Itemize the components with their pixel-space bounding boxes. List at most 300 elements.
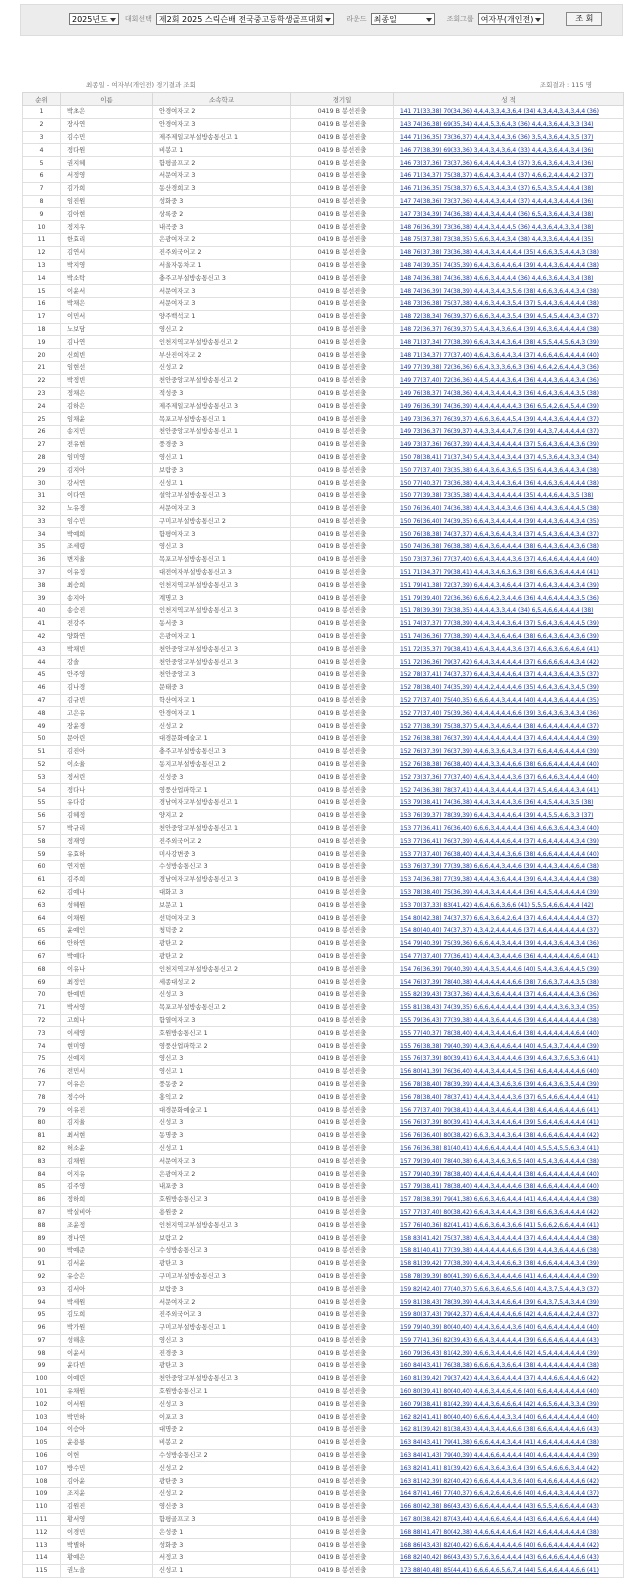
score-detail-link[interactable]: 146 71(34,37) 75(38,37) 4,6,4,4,3,4,4,4 (37) 4,6,6,2,4,4,4,4,2 (37): [400, 172, 594, 180]
score-detail-link[interactable]: 152 76(38,38) 76(38,40) 4,4,4,3,3,4,4,6,6 (38) 6,6,6,4,4,4,4,4,4 (40): [400, 761, 599, 769]
score-detail-link[interactable]: 148 76(36,39) 73(36,38) 4,4,4,3,4,4,4,5 (36) 4,4,3,6,4,4,3,3,4 (38): [400, 223, 594, 231]
school-cell: 구미고부설방송통신고 2: [153, 515, 291, 528]
rank-cell: 74: [23, 1040, 61, 1053]
rank-cell: 14: [23, 272, 61, 285]
rank-cell: 26: [23, 425, 61, 438]
score-cell: [394, 157, 624, 170]
score-detail-link[interactable]: 154 80(40,40) 74(37,37) 4,3,4,2,4,4,4,4,6 (37) 4,6,4,4,4,4,4,4,4 (37): [400, 927, 599, 935]
score-detail-link[interactable]: 159 82(42,40) 77(40,37) 5,6,6,3,6,4,6,5,6 (40) 4,4,3,7,5,4,4,4,3 (37): [400, 1285, 599, 1293]
player-name-cell: 김나경: [61, 681, 153, 694]
score-detail-link[interactable]: 148 72(38,34) 76(39,37) 6,6,6,3,4,4,3,5,4 (39) 4,5,4,5,4,4,4,3,4 (37): [400, 313, 599, 321]
score-detail-link[interactable]: 156 76(36,40) 80(38,42) 6,6,3,3,4,4,3,6,4 (38) 4,6,6,4,6,4,4,4,4 (42): [400, 1132, 599, 1140]
player-name-cell: 권지혜: [61, 157, 153, 170]
school-cell: 동서중 3: [153, 617, 291, 630]
score-detail-link[interactable]: 153 77(37,40) 76(38,40) 4,4,4,3,4,4,3,6,6 (38) 4,6,6,4,4,4,4,4,4 (40): [400, 850, 599, 858]
player-name-cell: 황예은: [61, 1552, 153, 1565]
school-cell: 서울자동차고 1: [153, 259, 291, 272]
player-name-cell: 박세원: [61, 1296, 153, 1309]
player-name-cell: 이승아: [61, 1424, 153, 1437]
score-detail-link[interactable]: 148 72(36,37) 76(39,37) 5,4,4,3,4,3,6,6,4 (39) 4,6,3,6,4,4,4,4,4 (38): [400, 325, 599, 333]
score-cell: [394, 297, 624, 310]
player-name-cell: 박정빈: [61, 374, 153, 387]
player-name-cell: 임채윤: [61, 413, 153, 426]
match-date-cell: 0419 B 봉선진출: [291, 720, 394, 733]
match-date-cell: 0419 B 봉선진출: [291, 630, 394, 643]
score-detail-link[interactable]: 167 80(38,42) 87(43,44) 4,4,4,6,6,4,6,4,4 (43) 6,6,4,4,6,6,4,4,4 (44): [400, 1516, 599, 1524]
school-cell: 신성고 2: [153, 1488, 291, 1501]
school-cell: 비봉고 2: [153, 1436, 291, 1449]
score-detail-link[interactable]: 153 77(36,41) 76(37,39) 4,6,4,4,4,4,6,4,4 (37) 4,6,4,4,4,4,4,3,4 (39): [400, 837, 599, 845]
score-detail-link[interactable]: 154 76(36,39) 79(40,39) 4,4,4,3,5,4,4,4,6 (40) 5,4,4,3,6,4,4,4,5 (39): [400, 965, 599, 973]
table-row: [23, 925, 624, 938]
score-detail-link[interactable]: 147 74(38,36) 73(37,36) 4,4,4,4,3,4,4,4 (37) 4,4,4,4,3,4,4,4,4 (36): [400, 197, 594, 205]
school-cell: 학산여자고 1: [153, 694, 291, 707]
match-date-cell: 0419 B 봉선진출: [291, 1475, 394, 1488]
player-name-cell: 박서영: [61, 1001, 153, 1014]
table-row: [23, 758, 624, 771]
score-cell: [394, 1539, 624, 1552]
table-row: [23, 771, 624, 784]
school-cell: 진주외국어고 2: [153, 246, 291, 259]
score-cell: [394, 758, 624, 771]
score-detail-link[interactable]: 152 77(37,40) 75(40,35) 6,6,6,4,4,3,4,4,4 (40) 4,4,4,3,6,4,4,4,4 (35): [400, 697, 599, 705]
score-detail-link[interactable]: 146 77(38,39) 69(33,36) 3,4,4,3,4,3,6,4 (33) 4,4,4,3,6,4,4,3,4 (36): [400, 146, 594, 154]
score-cell: [394, 438, 624, 451]
school-cell: 함열여자고 3: [153, 1014, 291, 1027]
score-detail-link[interactable]: 153 76(37,39) 77(39,38) 6,6,6,4,4,3,4,4,6 (39) 4,4,4,3,4,4,4,6,4 (38): [400, 863, 599, 871]
table-row: [23, 477, 624, 490]
table-row: [23, 1398, 624, 1411]
score-detail-link[interactable]: 148 75(37,38) 73(38,35) 5,6,6,3,4,4,3,4 (38) 4,4,3,3,6,4,4,4,4 (35): [400, 236, 594, 244]
rank-cell: 89: [23, 1232, 61, 1245]
score-cell: [394, 259, 624, 272]
score-detail-link[interactable]: 150 76(36,40) 74(36,38) 4,4,4,3,4,4,3,4,6 (36) 4,4,4,3,6,4,4,4,5 (38): [400, 505, 599, 513]
match-date-cell: 0419 B 봉선진출: [291, 937, 394, 950]
score-cell: [394, 1552, 624, 1565]
group-select[interactable]: 여자부(개인전): [478, 13, 545, 25]
score-detail-link[interactable]: 156 80(41,39) 76(36,40) 4,4,4,3,4,4,4,4,5 (36) 4,6,4,4,4,4,4,4,6 (40): [400, 1068, 599, 1076]
school-cell: 영신고 3: [153, 541, 291, 554]
score-detail-link[interactable]: 152 78(38,40) 74(35,39) 4,4,4,2,4,4,4,4,6 (35) 4,6,4,3,6,4,3,4,5 (39): [400, 684, 599, 692]
score-detail-link[interactable]: 163 84(43,41) 79(41,38) 6,6,6,4,4,4,3,4,4 (41) 4,6,4,4,4,4,4,4,4 (38): [400, 1439, 599, 1447]
school-cell: 천안중앙고부설방송통신고 3: [153, 656, 291, 669]
score-detail-link[interactable]: 148 71(34,37) 77(37,40) 4,6,4,3,6,4,4,3,4 (37) 4,6,6,4,6,4,4,4,4 (40): [400, 351, 599, 359]
score-detail-link[interactable]: 148 74(36,39) 74(38,39) 4,4,4,3,4,4,3,5,6 (38) 4,6,6,3,6,4,4,3,4 (38): [400, 287, 599, 295]
score-cell: [394, 361, 624, 374]
score-detail-link[interactable]: 158 81(39,42) 77(38,39) 4,4,4,3,4,4,6,6,3 (38) 4,6,6,4,4,4,4,3,4 (39): [400, 1260, 599, 1268]
score-detail-link[interactable]: 148 71(37,34) 77(38,39) 6,6,4,3,4,4,3,6,4 (38) 4,5,5,4,4,5,6,4,3 (39): [400, 338, 599, 346]
score-detail-link[interactable]: 156 77(37,40) 79(38,41) 4,4,4,3,4,4,6,4,4 (38) 4,6,4,4,6,4,4,4,6 (41): [400, 1106, 599, 1114]
score-detail-link[interactable]: 160 79(38,41) 81(42,39) 4,4,4,3,6,4,6,6,4 (42) 4,6,5,6,4,4,3,3,4 (39): [400, 1400, 599, 1408]
match-date-cell: 0419 B 봉선진출: [291, 131, 394, 144]
table-row: [23, 669, 624, 682]
score-cell: [394, 1065, 624, 1078]
score-detail-link[interactable]: 150 77(40,37) 73(36,38) 4,4,4,3,4,4,3,6,4 (36) 4,4,6,3,6,4,4,4,4 (38): [400, 479, 599, 487]
score-cell: [394, 413, 624, 426]
score-detail-link[interactable]: 156 78(38,40) 78(37,41) 4,4,4,3,4,4,4,3,6 (37) 6,5,4,6,6,4,4,4,4 (41): [400, 1093, 599, 1101]
table-row: [23, 1513, 624, 1526]
player-name-cell: 송지민: [61, 425, 153, 438]
score-detail-link[interactable]: 160 79(36,43) 81(42,39) 4,6,6,3,4,4,4,4,6 (42) 4,5,4,4,4,4,4,4,4 (39): [400, 1349, 599, 1357]
rank-cell: 13: [23, 259, 61, 272]
rank-cell: 110: [23, 1500, 61, 1513]
rank-cell: 71: [23, 1001, 61, 1014]
match-date-cell: 0419 B 봉선진출: [291, 873, 394, 886]
match-date-cell: 0419 B 봉선진출: [291, 323, 394, 336]
school-cell: 목포고부설방송통신고 2: [153, 1001, 291, 1014]
match-date-cell: 0419 B 봉선진출: [291, 771, 394, 784]
score-detail-link[interactable]: 157 79(38,41) 78(38,40) 4,4,4,3,4,4,4,4,6 (38) 4,6,6,4,4,4,4,4,4 (40): [400, 1183, 599, 1191]
score-detail-link[interactable]: 163 82(41,41) 81(39,42) 6,6,4,3,6,4,3,6,4 (39) 6,5,4,6,6,6,3,4,4 (42): [400, 1464, 599, 1472]
player-name-cell: 이윤서: [61, 1347, 153, 1360]
tournament-label: 대회선택: [124, 15, 152, 23]
score-detail-link[interactable]: 152 77(38,39) 75(38,37) 5,4,4,3,4,4,6,4,4 (38) 4,6,4,4,4,4,4,4,4 (37): [400, 722, 599, 730]
score-detail-link[interactable]: 157 79(39,40) 78(40,38) 6,4,4,3,4,6,3,6,5 (40) 4,5,4,3,6,4,4,4,4 (38): [400, 1157, 599, 1165]
match-date-cell: 0419 B 봉선진출: [291, 1424, 394, 1437]
score-detail-link[interactable]: 152 76(37,39) 76(37,39) 4,4,6,3,3,6,4,3,4 (37) 6,6,4,4,6,4,4,4,4 (39): [400, 748, 599, 756]
score-cell: [394, 425, 624, 438]
rank-cell: 53: [23, 771, 61, 784]
score-detail-link[interactable]: 158 78(39,39) 80(41,39) 6,6,6,3,4,4,4,4,6 (41) 4,6,4,4,4,4,4,4,4 (39): [400, 1272, 599, 1280]
school-cell: 목포고부설방송통신고 1: [153, 413, 291, 426]
score-cell: [394, 579, 624, 592]
score-detail-link[interactable]: 152 73(37,36) 77(37,40) 4,6,4,3,4,4,4,3,6 (37) 6,6,4,6,3,4,4,4,4 (40): [400, 773, 599, 781]
school-cell: 서문여자고 3: [153, 297, 291, 310]
rank-cell: 87: [23, 1206, 61, 1219]
player-name-cell: 경나연: [61, 1232, 153, 1245]
table-row: [23, 1206, 624, 1219]
score-detail-link[interactable]: 146 73(37,36) 73(37,36) 6,4,4,4,4,4,3,4 (37) 3,6,4,3,6,4,4,3,4 (36): [400, 159, 594, 167]
rank-cell: 8: [23, 195, 61, 208]
rank-cell: 47: [23, 694, 61, 707]
score-detail-link[interactable]: 150 77(37,40) 73(35,38) 6,4,4,3,6,4,3,6,5 (35) 6,4,4,3,6,4,4,3,4 (38): [400, 466, 599, 474]
score-detail-link[interactable]: 150 74(36,38) 76(38,38) 4,6,4,3,6,4,4,4,4 (38) 6,4,4,3,6,4,4,3,6 (38): [400, 543, 599, 551]
school-cell: 천안중앙고 3: [153, 669, 291, 682]
player-name-cell: 윤다빈: [61, 1360, 153, 1373]
school-cell: 성화중 3: [153, 1539, 291, 1552]
score-detail-link[interactable]: 162 81(39,42) 81(38,43) 4,4,4,3,4,4,4,6,6 (38) 6,6,6,4,4,4,4,4,6 (43): [400, 1426, 599, 1434]
match-date-cell: 0419 B 봉선진출: [291, 361, 394, 374]
score-detail-link[interactable]: 149 76(38,37) 74(38,36) 4,4,4,3,4,4,4,4,3 (36) 4,6,4,3,6,4,4,3,5 (38): [400, 389, 599, 397]
table-row: [23, 1257, 624, 1270]
score-detail-link[interactable]: 154 80(42,38) 74(37,37) 6,6,4,3,6,4,2,6,4 (37) 4,6,4,4,4,4,4,4,4 (37): [400, 914, 599, 922]
score-cell: [394, 797, 624, 810]
table-row: [23, 1526, 624, 1539]
rank-cell: 22: [23, 374, 61, 387]
table-row: [23, 707, 624, 720]
score-cell: [394, 106, 624, 119]
table-row: [23, 297, 624, 310]
score-cell: [394, 451, 624, 464]
score-detail-link[interactable]: 160 81(39,42) 79(37,42) 4,4,4,3,6,4,4,4,4 (37) 4,4,4,6,6,4,4,4,6 (42): [400, 1375, 599, 1383]
table-row: [23, 1372, 624, 1385]
score-detail-link[interactable]: 157 79(40,39) 78(38,40) 4,4,4,6,4,4,4,4,4 (38) 4,6,4,4,4,4,4,4,4 (40): [400, 1170, 599, 1178]
tournament-select[interactable]: 제2회 2025 스릭슨배 전국중고등학생골프대회: [156, 13, 334, 25]
score-detail-link[interactable]: 151 79(39,40) 72(36,36) 6,6,6,4,2,3,4,4,6 (36) 4,4,6,4,4,4,4,3,5 (36): [400, 594, 599, 602]
rank-cell: 15: [23, 285, 61, 298]
player-name-cell: 박초은: [61, 106, 153, 119]
score-detail-link[interactable]: 152 78(37,41) 74(37,37) 6,4,4,3,4,4,4,6,4 (37) 4,4,4,3,6,4,4,3,5 (37): [400, 671, 599, 679]
rank-cell: 85: [23, 1180, 61, 1193]
table-row: [23, 797, 624, 810]
score-detail-link[interactable]: 149 77(37,40) 72(36,36) 4,4,5,4,4,4,3,6,4 (36) 4,4,4,3,6,4,4,3,4 (36): [400, 377, 599, 385]
score-detail-link[interactable]: 149 73(37,36) 76(37,39) 4,4,4,3,4,4,4,4,4 (37) 5,6,4,3,6,4,4,3,6 (39): [400, 441, 599, 449]
match-date-cell: 0419 B 봉선진출: [291, 1193, 394, 1206]
match-date-cell: 0419 B 봉선진출: [291, 669, 394, 682]
score-detail-link[interactable]: 141 71(33,38) 70(34,36) 4,4,4,3,3,4,3,6,4 (34) 4,3,4,4,3,4,3,4,4 (36): [400, 108, 599, 116]
table-row: [23, 1385, 624, 1398]
score-cell: [394, 195, 624, 208]
score-detail-link[interactable]: 152 74(36,38) 78(37,41) 4,4,4,3,4,4,4,4,4 (37) 4,5,4,6,4,4,4,3,4 (41): [400, 786, 599, 794]
match-date-cell: 0419 B 봉선진출: [291, 195, 394, 208]
school-cell: 목포고부설방송통신고 1: [153, 553, 291, 566]
score-detail-link[interactable]: 151 78(39,39) 73(38,35) 4,4,4,4,3,3,4,4 (34) 6,5,4,6,6,4,4,4,4 (38): [400, 607, 594, 615]
year-select[interactable]: 2025년도: [69, 13, 119, 25]
player-name-cell: 이헌: [61, 1449, 153, 1462]
score-detail-link[interactable]: 163 84(41,43) 79(40,39) 4,4,4,6,6,4,4,4,4 (40) 4,6,4,4,4,4,4,4,4 (39): [400, 1452, 599, 1460]
rank-cell: 62: [23, 886, 61, 899]
player-name-cell: 한예빈: [61, 988, 153, 1001]
score-detail-link[interactable]: 155 76(37,39) 80(39,41) 6,4,4,3,4,4,4,4,6 (39) 4,6,4,3,7,6,5,3,6 (41): [400, 1055, 599, 1063]
score-detail-link[interactable]: 155 81(38,43) 74(39,35) 6,6,6,4,4,4,4,4,4 (39) 4,4,4,4,3,6,3,3,4 (35): [400, 1004, 599, 1012]
score-detail-link[interactable]: 158 81(40,41) 77(39,38) 4,4,4,4,4,4,4,6,6 (39) 4,4,4,3,6,4,4,4,6 (38): [400, 1247, 599, 1255]
match-date-cell: 0419 B 봉선진출: [291, 579, 394, 592]
player-name-cell: 정재영: [61, 835, 153, 848]
score-detail-link[interactable]: 151 71(34,37) 79(38,41) 4,4,4,3,4,6,3,6,3 (38) 6,6,6,3,6,4,4,4,4 (41): [400, 569, 599, 577]
score-detail-link[interactable]: 159 77(41,36) 82(39,43) 6,6,4,3,4,4,4,4,4 (39) 6,6,6,4,6,4,4,4,4 (43): [400, 1336, 599, 1344]
score-detail-link[interactable]: 159 79(40,39) 80(40,40) 4,4,4,3,6,4,4,3,6 (40) 6,4,6,4,4,4,4,4,4 (40): [400, 1324, 599, 1332]
score-cell: [394, 1014, 624, 1027]
player-name-cell: 현미영: [61, 1040, 153, 1053]
rank-cell: 33: [23, 515, 61, 528]
score-detail-link[interactable]: 153 77(36,41) 76(36,40) 6,6,6,3,4,4,4,4,4 (36) 4,6,6,3,6,4,4,3,4 (40): [400, 825, 599, 833]
table-row: [23, 272, 624, 285]
rank-cell: 81: [23, 1129, 61, 1142]
rank-cell: 86: [23, 1193, 61, 1206]
match-date-cell: 0419 B 봉선진출: [291, 809, 394, 822]
school-cell: 천안중앙고부설방송통신고 3: [153, 643, 291, 656]
score-cell: [394, 1219, 624, 1232]
score-detail-link[interactable]: 166 80(42,38) 86(43,43) 6,6,6,4,4,4,4,4,4 (43) 6,5,5,4,6,6,4,4,4 (43): [400, 1503, 599, 1511]
match-date-cell: 0419 B 봉선진출: [291, 784, 394, 797]
score-cell: [394, 1091, 624, 1104]
school-cell: 제주제일고부설방송통신고 1: [153, 131, 291, 144]
score-cell: [394, 1040, 624, 1053]
match-date-cell: 0419 B 봉선진출: [291, 681, 394, 694]
school-cell: 수성방송통신고 3: [153, 1244, 291, 1257]
score-detail-link[interactable]: 151 72(36,36) 79(37,42) 6,4,4,3,4,4,4,4,4 (37) 6,6,6,6,6,4,4,3,4 (42): [400, 658, 599, 666]
table-row: [23, 988, 624, 1001]
rank-cell: 10: [23, 221, 61, 234]
score-detail-link[interactable]: 150 78(38,41) 71(37,34) 5,4,4,3,4,4,3,4,4 (37) 4,5,3,6,4,4,3,3,4 (34): [400, 453, 599, 461]
table-row: [23, 221, 624, 234]
score-detail-link[interactable]: 154 76(37,39) 78(40,38) 4,4,4,4,4,4,4,6,6 (38) 7,6,6,3,7,4,4,3,5 (38): [400, 978, 599, 986]
score-detail-link[interactable]: 150 73(37,36) 77(37,40) 6,6,4,3,4,4,4,3,6 (37) 4,6,4,6,4,4,4,4,4 (40): [400, 556, 599, 564]
score-detail-link[interactable]: 155 79(36,43) 77(39,38) 4,4,4,3,6,4,4,4,6 (39) 4,6,4,4,4,4,4,4,4 (38): [400, 1016, 599, 1024]
score-cell: [394, 1142, 624, 1155]
score-detail-link[interactable]: 162 82(41,41) 80(40,40) 6,6,6,4,4,4,3,3,4 (40) 6,6,4,4,4,4,4,4,4 (40): [400, 1413, 599, 1421]
score-cell: [394, 1411, 624, 1424]
table-row: [23, 374, 624, 387]
player-name-cell: 고은유: [61, 707, 153, 720]
school-cell: 용원중 2: [153, 1206, 291, 1219]
player-name-cell: 이경민: [61, 1526, 153, 1539]
score-detail-link[interactable]: 160 80(39,41) 80(40,40) 4,4,6,3,4,4,6,4,6 (40) 6,6,4,4,4,4,4,4,4 (40): [400, 1388, 599, 1396]
score-detail-link[interactable]: 151 72(35,37) 79(38,41) 4,6,4,3,4,4,4,3,6 (37) 4,6,6,3,6,6,4,6,4 (41): [400, 645, 599, 653]
score-detail-link[interactable]: 149 76(36,39) 74(36,39) 4,4,4,4,4,4,4,4,3 (36) 6,5,4,2,6,4,5,4,4 (39): [400, 402, 599, 410]
table-row: [23, 784, 624, 797]
school-cell: 보람중 3: [153, 1283, 291, 1296]
score-cell: [394, 630, 624, 643]
school-cell: 보람고 2: [153, 1232, 291, 1245]
player-name-cell: 조세령: [61, 541, 153, 554]
rank-cell: 28: [23, 451, 61, 464]
score-detail-link[interactable]: 159 80(37,43) 79(42,37) 4,6,4,4,4,4,4,6,6 (42) 4,4,6,4,4,4,2,4,4 (37): [400, 1311, 599, 1319]
score-cell: [394, 1104, 624, 1117]
score-detail-link[interactable]: 156 76(36,38) 81(40,41) 4,4,6,6,4,4,4,4,4 (40) 4,5,5,4,5,5,6,3,4 (41): [400, 1144, 599, 1152]
table-row: [23, 605, 624, 618]
score-detail-link[interactable]: 152 77(37,40) 75(39,36) 4,4,4,4,4,4,4,6,6 (39) 3,6,4,3,6,3,4,3,4 (36): [400, 709, 599, 717]
table-row: [23, 1539, 624, 1552]
score-cell: [394, 1347, 624, 1360]
rank-cell: 75: [23, 1052, 61, 1065]
score-detail-link[interactable]: 153 76(39,37) 78(39,39) 6,4,4,3,4,4,4,6,4 (39) 4,4,5,5,4,6,3,3 (37): [400, 812, 594, 820]
score-detail-link[interactable]: 149 73(36,37) 76(39,37) 4,6,6,3,6,4,4,5,4 (39) 4,4,4,3,6,4,4,4,4 (37): [400, 415, 599, 423]
score-detail-link[interactable]: 168 82(40,42) 86(43,43) 5,7,6,3,6,4,4,4,4 (43) 6,6,4,6,6,4,4,4,6 (43): [400, 1554, 599, 1562]
table-row: [23, 323, 624, 336]
score-cell: [394, 809, 624, 822]
score-detail-link[interactable]: 163 81(42,39) 82(40,42) 6,6,6,4,4,4,4,3,6 (40) 6,4,6,6,4,4,4,4,6 (42): [400, 1477, 599, 1485]
score-detail-link[interactable]: 153 78(38,40) 75(36,39) 4,4,4,3,4,4,4,4,4 (36) 4,4,5,4,4,4,4,4,4 (39): [400, 889, 599, 896]
score-detail-link[interactable]: 156 76(37,39) 80(39,41) 4,4,4,3,4,4,4,6,4 (39) 5,6,4,4,6,4,4,4,4 (41): [400, 1119, 599, 1127]
score-detail-link[interactable]: 168 88(41,47) 80(42,38) 4,4,6,6,4,4,4,6,4 (42) 4,6,4,4,4,4,4,4,4 (38): [400, 1528, 599, 1536]
match-date-cell: 0419 B 봉선진출: [291, 208, 394, 221]
score-detail-link[interactable]: 144 71(36,35) 73(36,37) 4,4,4,3,4,4,3,6 (36) 3,5,4,3,6,4,4,3,5 (37): [400, 133, 594, 141]
score-detail-link[interactable]: 153 79(38,41) 74(36,38) 4,4,4,3,4,4,4,3,6 (36) 4,4,5,4,4,4,3,5 (38): [400, 799, 594, 807]
rank-cell: 100: [23, 1372, 61, 1385]
score-detail-link[interactable]: 160 84(43,41) 76(38,38) 6,6,6,6,4,3,6,6,4 (38) 4,4,4,4,4,4,4,4,4 (38): [400, 1362, 599, 1370]
score-detail-link[interactable]: 150 76(38,38) 74(37,37) 4,6,4,3,6,4,4,3,4 (37) 4,5,4,3,6,4,4,3,4 (37): [400, 530, 599, 538]
score-detail-link[interactable]: 155 77(40,37) 78(38,40) 4,4,4,3,4,4,4,6,4 (38) 4,4,4,4,4,4,4,6,4 (40): [400, 1029, 599, 1037]
match-date-cell: 0419 B 봉선진출: [291, 1488, 394, 1501]
search-button[interactable]: 조 회: [566, 12, 602, 26]
score-detail-link[interactable]: 156 78(38,40) 78(39,39) 4,4,4,4,3,4,6,3,6 (39) 4,6,4,3,6,3,5,4,4 (39): [400, 1080, 599, 1088]
score-cell: [394, 208, 624, 221]
school-cell: 홍익고 2: [153, 1091, 291, 1104]
score-detail-link[interactable]: 151 74(36,36) 77(38,39) 4,4,4,3,4,6,4,6,4 (38) 6,6,4,3,6,4,4,3,6 (39): [400, 633, 599, 641]
player-name-cell: 김서윤: [61, 1257, 153, 1270]
score-detail-link[interactable]: 151 79(41,38) 72(37,39) 6,4,4,4,3,4,6,4,4 (37) 4,6,4,3,4,4,4,3,4 (39): [400, 581, 599, 589]
player-name-cell: 유승은: [61, 1270, 153, 1283]
score-cell: [394, 669, 624, 682]
score-cell: [394, 400, 624, 413]
table-row: [23, 1142, 624, 1155]
score-cell: [394, 1424, 624, 1437]
score-detail-link[interactable]: 146 71(36,35) 75(38,37) 6,5,4,3,4,4,3,4 (37) 6,5,4,3,5,4,4,4,4 (38): [400, 185, 594, 193]
score-detail-link[interactable]: 159 81(38,43) 78(39,39) 4,4,4,3,4,4,6,6,4 (39) 6,4,3,7,5,4,3,4,4 (39): [400, 1298, 599, 1306]
filter-row: [69, 12, 602, 26]
score-cell: [394, 336, 624, 349]
score-detail-link[interactable]: 155 82(39,43) 73(37,36) 4,4,4,3,6,4,4,4,4 (37) 4,6,4,4,4,4,4,3,6 (36): [400, 991, 599, 999]
table-row: [23, 1027, 624, 1040]
table-row: [23, 848, 624, 861]
score-detail-link[interactable]: 148 74(36,38) 74(36,38) 4,6,6,3,4,4,4,4 (36) 4,4,6,3,6,4,4,3,4 (38): [400, 274, 594, 282]
match-date-cell: 0419 B 봉선진출: [291, 1001, 394, 1014]
school-cell: 경남여자고부설방송통신고 3: [153, 873, 291, 886]
score-cell: [394, 246, 624, 259]
score-cell: [394, 899, 624, 912]
score-cell: [394, 1513, 624, 1526]
table-row: [23, 131, 624, 144]
score-detail-link[interactable]: 155 76(38,38) 79(40,39) 4,4,3,6,4,4,6,4,4 (40) 4,5,4,3,7,4,4,4,4 (39): [400, 1042, 599, 1050]
score-detail-link[interactable]: 148 73(36,38) 75(37,38) 4,4,6,3,4,4,3,5,4 (37) 5,4,4,3,6,4,4,4,4 (38): [400, 300, 599, 308]
score-detail-link[interactable]: 149 73(36,37) 76(39,37) 4,4,3,3,4,4,4,7,6 (39) 4,4,3,7,4,4,4,4,4 (37): [400, 428, 599, 436]
score-cell: [394, 976, 624, 989]
rank-cell: 38: [23, 579, 61, 592]
score-detail-link[interactable]: 157 76(40,36) 82(41,41) 4,6,6,3,6,4,3,6,6 (41) 5,6,6,2,6,6,4,4,4 (41): [400, 1221, 599, 1229]
score-detail-link[interactable]: 150 76(36,40) 74(39,35) 6,6,4,3,4,4,4,4,4 (39) 4,4,4,3,6,4,4,3,4 (35): [400, 517, 599, 525]
score-detail-link[interactable]: 153 74(36,38) 77(39,38) 4,4,4,4,3,6,4,4,4 (39) 6,4,4,3,4,4,4,4,4 (38): [400, 876, 599, 884]
round-select[interactable]: 최종일: [371, 13, 435, 25]
score-detail-link[interactable]: 157 78(38,39) 79(41,38) 6,6,6,3,4,6,4,4,4 (41) 4,6,4,4,4,4,4,4,4 (38): [400, 1196, 599, 1204]
match-date-cell: 0419 B 봉선진출: [291, 1449, 394, 1462]
score-detail-link[interactable]: 154 79(40,39) 75(39,36) 6,6,6,4,4,3,4,4,4 (39) 4,4,4,3,6,4,4,3,4 (36): [400, 940, 599, 948]
rank-cell: 88: [23, 1219, 61, 1232]
match-date-cell: 0419 B 봉선진출: [291, 1436, 394, 1449]
score-detail-link[interactable]: 151 74(37,37) 77(38,39) 4,4,4,3,4,4,3,6,4 (37) 5,6,4,3,6,4,4,4,5 (39): [400, 620, 599, 628]
score-detail-link[interactable]: 147 73(34,39) 74(36,38) 4,4,4,3,4,4,4,4 (36) 6,5,4,3,6,4,4,3,4 (38): [400, 210, 594, 218]
match-date-cell: 0419 B 봉선진출: [291, 1411, 394, 1424]
rank-cell: 91: [23, 1257, 61, 1270]
score-detail-link[interactable]: 143 74(36,38) 69(35,34) 4,4,4,5,3,6,4,3 (36) 4,4,4,3,6,4,4,3,3 (34): [400, 121, 594, 129]
school-cell: 미사강변중 3: [153, 848, 291, 861]
match-date-cell: 0419 B 봉선진출: [291, 515, 394, 528]
rank-cell: 37: [23, 566, 61, 579]
score-detail-link[interactable]: 164 87(41,46) 77(40,37) 6,6,4,2,6,4,6,4,6 (40) 4,6,4,4,3,4,4,4,4 (37): [400, 1490, 599, 1498]
player-name-cell: 신예지: [61, 1052, 153, 1065]
player-name-cell: 이지유: [61, 1168, 153, 1181]
score-detail-link[interactable]: 158 83(41,42) 75(37,38) 4,6,4,3,4,4,4,4,4 (37) 4,6,4,4,4,4,4,4,4 (38): [400, 1234, 599, 1242]
score-detail-link[interactable]: 149 77(39,38) 72(36,36) 6,6,4,3,3,3,6,6,3 (36) 4,6,4,2,6,4,4,4,3 (36): [400, 364, 599, 372]
score-detail-link[interactable]: 152 76(38,38) 76(37,39) 4,4,4,4,4,4,4,4,4 (37) 4,6,4,4,4,4,4,4,4 (39): [400, 735, 599, 743]
score-cell: [394, 1027, 624, 1040]
score-detail-link[interactable]: 168 86(43,43) 82(40,42) 6,6,6,4,4,4,4,4,6 (40) 6,6,6,4,4,4,4,4,4 (42): [400, 1541, 599, 1549]
rank-cell: 72: [23, 1014, 61, 1027]
score-cell: [394, 643, 624, 656]
score-detail-link[interactable]: 173 88(40,48) 85(44,41) 6,6,6,4,6,5,6,7,4 (44) 5,6,4,6,4,4,4,6,6 (41): [400, 1567, 599, 1575]
score-cell: [394, 541, 624, 554]
table-row: [23, 169, 624, 182]
score-detail-link[interactable]: 153 70(37,33) 83(41,42) 4,6,4,6,6,3,6,6 (41) 5,5,5,4,6,6,4,4,4 (42): [400, 901, 594, 909]
school-cell: 경남여자고부설방송통신고 1: [153, 797, 291, 810]
match-date-cell: 0419 B 봉선진출: [291, 1219, 394, 1232]
score-detail-link[interactable]: 148 74(39,35) 74(35,39) 6,4,4,3,6,4,4,6,4 (39) 4,4,4,3,6,4,4,4,4 (38): [400, 261, 599, 269]
rank-cell: 106: [23, 1449, 61, 1462]
score-detail-link[interactable]: 157 77(37,40) 80(38,42) 6,6,4,3,4,4,4,4,3 (38) 6,6,6,3,6,4,4,4,4 (42): [400, 1208, 599, 1216]
table-row: [23, 285, 624, 298]
player-name-cell: 송승진: [61, 605, 153, 618]
school-cell: 동명중 3: [153, 1129, 291, 1142]
player-name-cell: 강서연: [61, 477, 153, 490]
school-cell: 은광여자고 2: [153, 233, 291, 246]
score-cell: [394, 988, 624, 1001]
score-detail-link[interactable]: 154 77(37,40) 77(36,41) 4,4,4,4,3,4,4,4,6 (36) 4,4,4,4,4,4,4,6,4 (41): [400, 952, 599, 960]
score-detail-link[interactable]: 150 77(39,38) 73(35,38) 4,4,4,3,4,4,4,4,4 (35) 4,4,4,6,4,4,3,5 (38): [400, 492, 594, 500]
rank-cell: 95: [23, 1308, 61, 1321]
table-row: [23, 1193, 624, 1206]
score-detail-link[interactable]: 148 76(37,38) 73(36,38) 4,4,4,3,4,4,4,4,4 (35) 4,6,6,3,5,4,4,4,3 (38): [400, 249, 599, 257]
score-cell: [394, 886, 624, 899]
